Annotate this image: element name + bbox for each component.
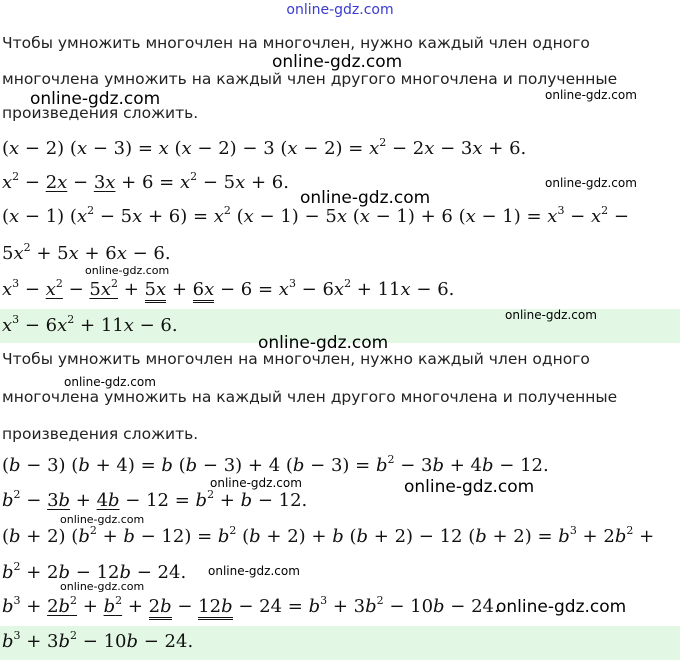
watermark: online-gdz.com (60, 513, 145, 526)
watermark: online-gdz.com (300, 188, 431, 208)
math-line-a4: $5x^2 + 5x + 6x - 6$. (2, 241, 171, 264)
watermark: online-gdz.com (272, 52, 403, 72)
watermark: online-gdz.com (545, 176, 637, 190)
rule-text-line-6: произведения сложить. (2, 425, 199, 443)
rule-text-line-2: многочлена умножить на каждый член другого многочлена и полученные (2, 70, 618, 88)
math-line-b4: $b^2 + 2b - 12b - 24$. (2, 560, 187, 583)
watermark: online-gdz.com (64, 375, 156, 389)
watermark: online-gdz.com (60, 580, 145, 593)
watermark: online-gdz.com (496, 597, 627, 617)
math-line-a5: $x^3 - x^2 - 5x^2 + 5x + 6x - 6 = x^3 - 6x^2 + 11x - 6$. (2, 279, 454, 300)
rule-text-line-1: Чтобы умножить многочлен на многочлен, нужно каждый член одного (2, 34, 590, 52)
watermark: online-gdz.com (30, 89, 161, 109)
watermark: online-gdz.com (258, 333, 389, 353)
math-line-a3: (x − 1) $(x^2 - 5x + 6) = x^2$ (x − 1) − 5x (x − 1) + 6 $(x - 1) = x^3 - x^2$ − (2, 204, 629, 227)
math-line-b3: (b + 2) $(b^2 + b - 12) = b^2$ (b + 2) + b (b + 2) − 12 $(b + 2) = b^3 + 2b^2$ + (2, 524, 655, 547)
answer-a: $x^3 - 6x^2 + 11x - 6$. (2, 313, 178, 336)
answer-b: $b^3 + 3b^2 - 10b - 24$. (2, 629, 194, 652)
math-line-a2: $x^2 - 2x - 3x + 6 = x^2 - 5x + 6$. (2, 170, 289, 193)
math-line-b1: (b − 3) (b + 4) = b (b − 3) + 4 $(b - 3) = b^2 - 3b + 4b - 12$. (2, 453, 549, 476)
math-line-a1: (x − 2) (x − 3) = x (x − 2) − 3 $(x - 2) = x^2 - 2x - 3x + 6$. (2, 136, 527, 159)
math-line-b5: $b^3 + 2b^2 + b^2 + 2b - 12b - 24 = b^3 + 3b^2 - 10b - 24$. (2, 596, 500, 617)
watermark: online-gdz.com (404, 477, 535, 497)
watermark: online-gdz.com (208, 564, 300, 578)
math-line-b2: $b^2 - 3b + 4b - 12 = b^2 + b - 12$. (2, 488, 308, 511)
rule-text-line-5: многочлена умножить на каждый член другого многочлена и полученные (2, 388, 618, 406)
rule-text-line-4: Чтобы умножить многочлен на многочлен, нужно каждый член одного (2, 350, 590, 368)
watermark: online-gdz.com (545, 88, 637, 102)
watermark: online-gdz.com (210, 476, 302, 490)
rule-text-line-3: произведения сложить. (2, 104, 199, 122)
watermark: online-gdz.com (505, 308, 597, 322)
site-watermark-top: online-gdz.com (286, 2, 394, 18)
watermark: online-gdz.com (85, 264, 170, 277)
